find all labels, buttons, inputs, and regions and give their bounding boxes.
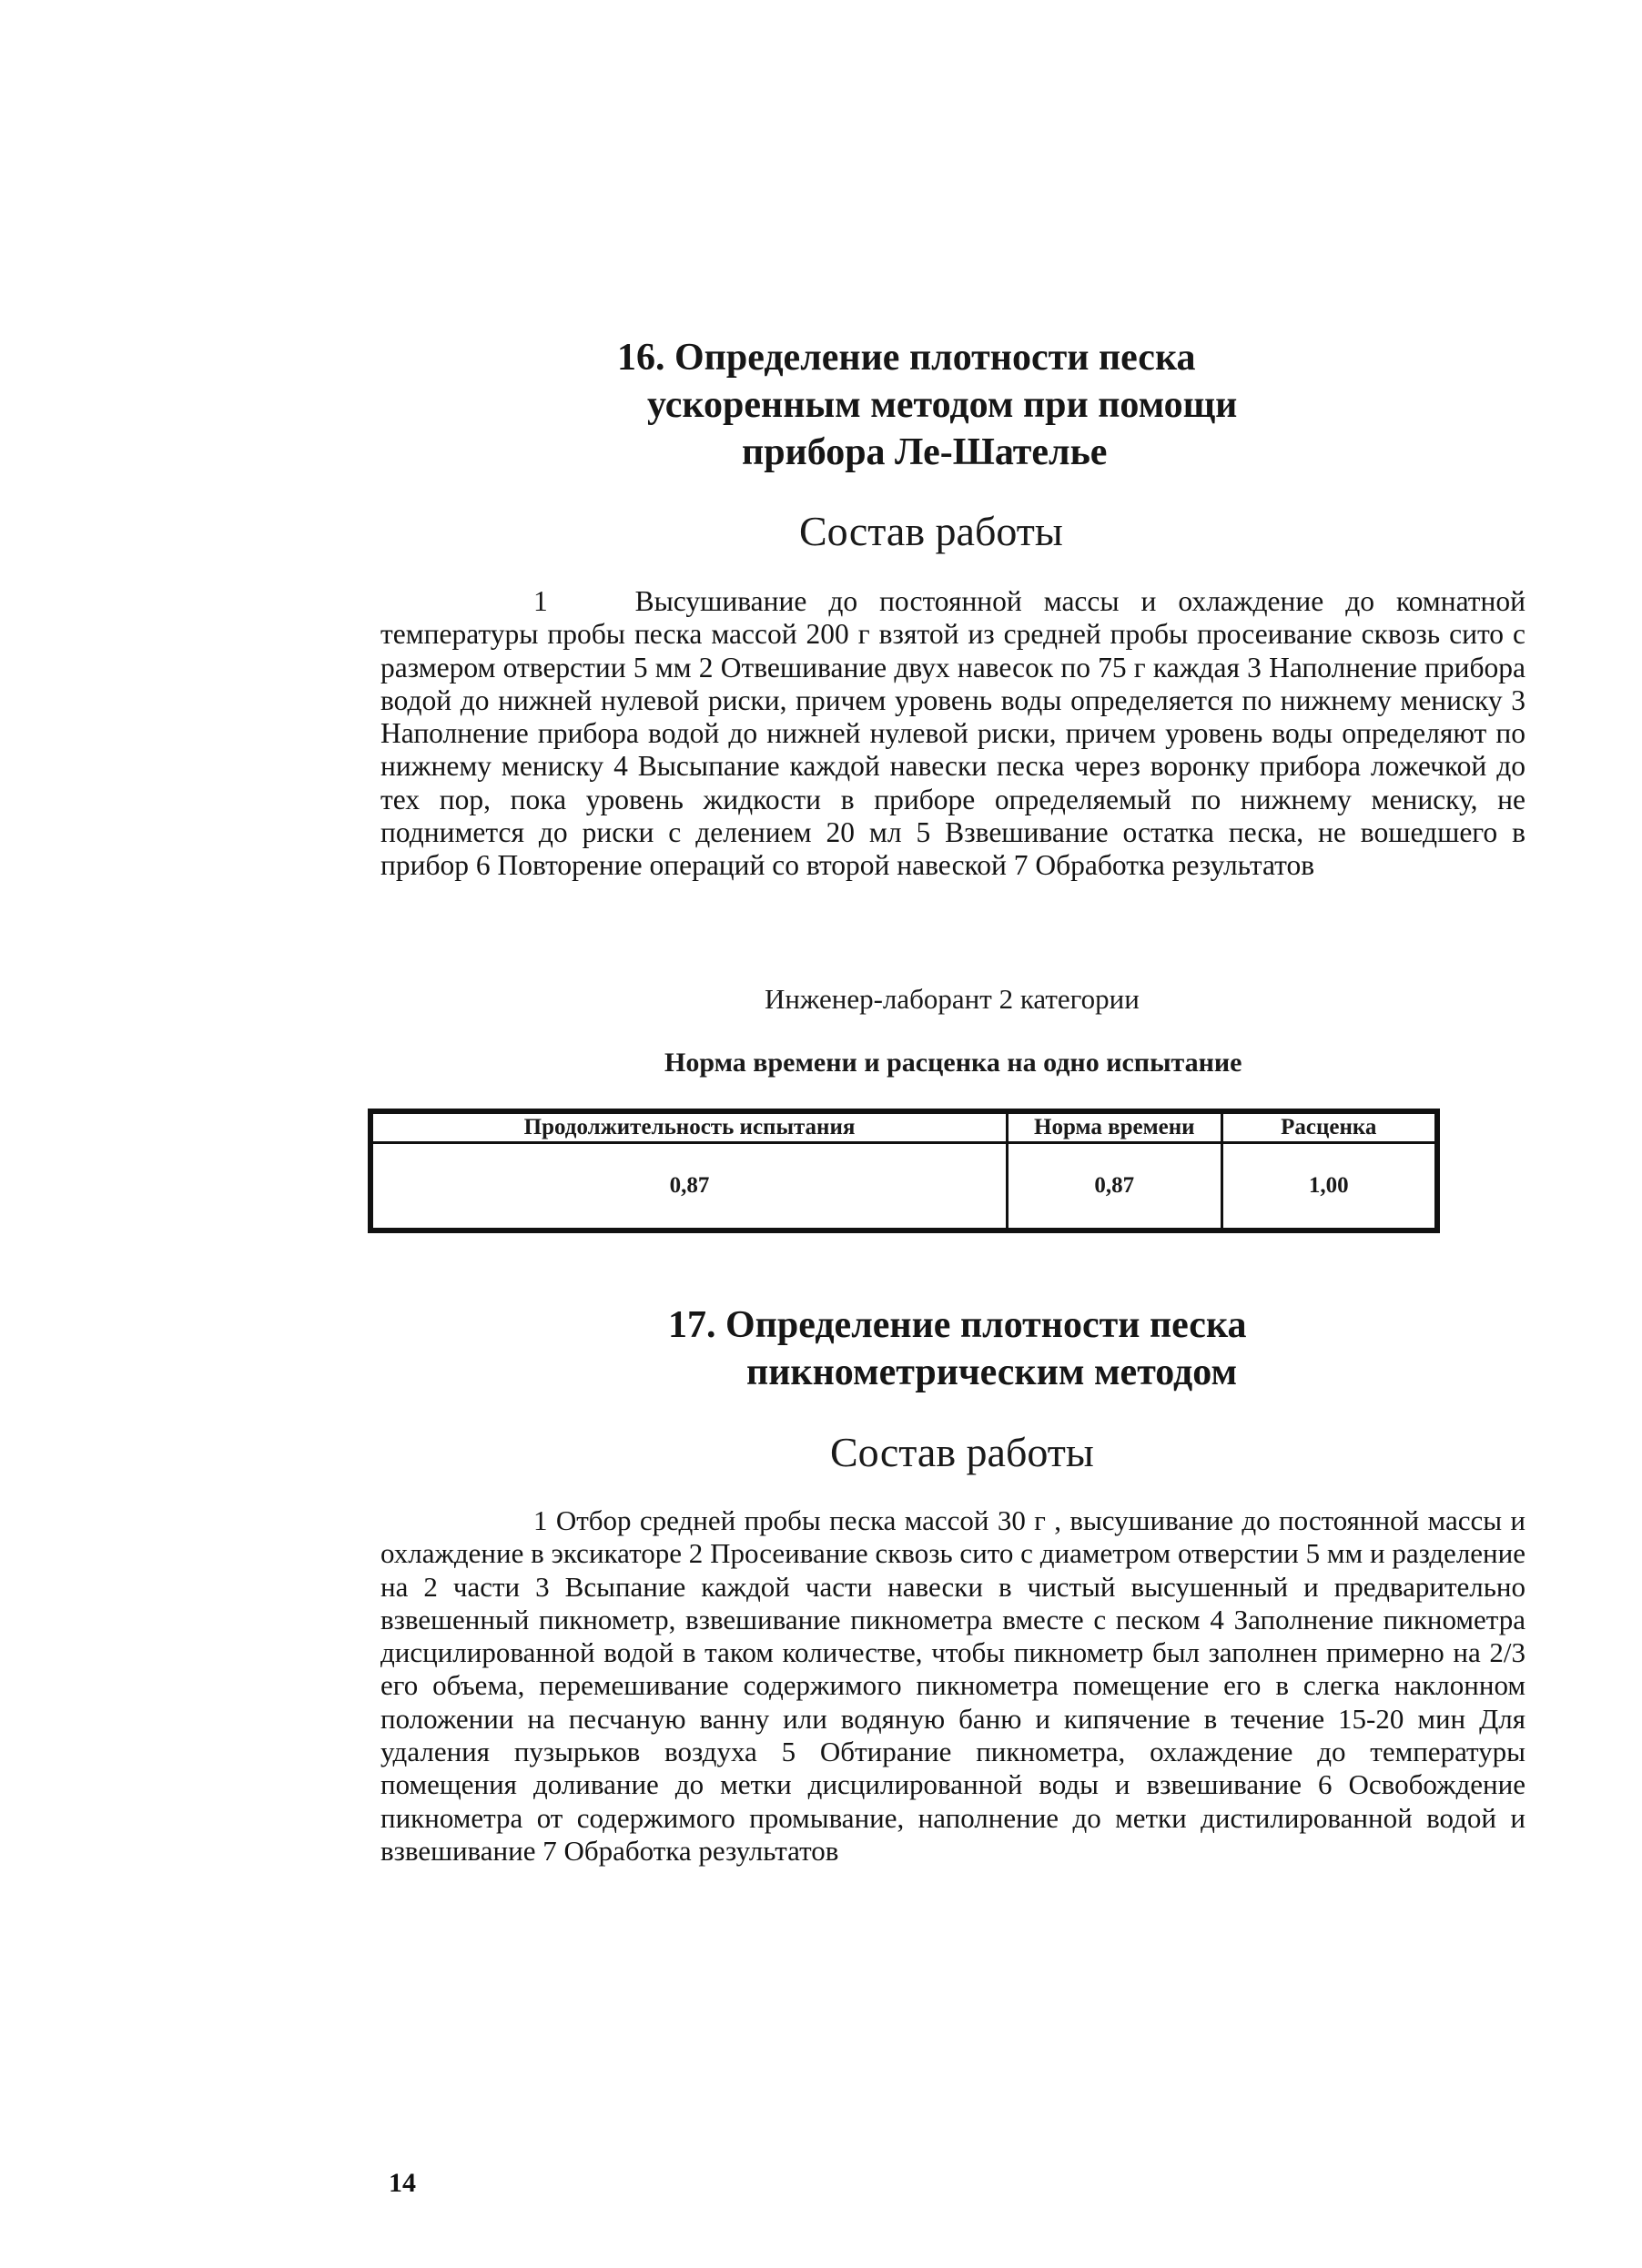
- norm-table-header-rate: Расценка: [1221, 1113, 1436, 1143]
- section-17-title-line-2: пикнометрическим методом: [746, 1352, 1238, 1393]
- norm-table-cell-duration: 0,87: [372, 1143, 1008, 1230]
- norm-table-cell-time-norm: 0,87: [1008, 1143, 1221, 1230]
- section-16-title-line-1: 16. Определение плотности песка: [617, 337, 1196, 379]
- norm-heading: Норма времени и расценка на одно испытание: [664, 1048, 1242, 1078]
- table-row: [372, 1143, 1436, 1230]
- performer-label: Инженер-лаборант 2 категории: [765, 983, 1140, 1015]
- norm-table-cell-rate: 1,00: [1221, 1143, 1436, 1230]
- section-17-composition: [380, 1504, 1525, 1868]
- norm-table-header-time-norm: Норма времени: [1008, 1113, 1221, 1143]
- section-16-title-line-3: прибора Ле-Шателье: [742, 431, 1108, 473]
- norm-table-header-row: [372, 1113, 1436, 1143]
- section-16-subtitle: Состав работы: [799, 508, 1063, 554]
- section-16-composition-text: Высушивание до постоянной массы и охлаждение до комнатной температуры пробы песка массой 200 г взятой из средней пробы просеивание сквозь сито с размером отверстии 5 мм 2 Отвешивание двух навесок по 75 г каждая 3 Наполнение прибора водой до нижней нулевой риски, причем уровень воды определяется по нижнему мениску 3 Наполнение прибора водой до нижней нулевой риски, причем уровень воды определяют по нижнему мениску 4 Высыпание каждой навески песка через воронку прибора ложечкой до тех пор, пока уровень жидкости в приборе определяемый по нижнему мениску, не поднимется до риски с делением 20 мл 5 Взвешивание остатка песка, не вошедшего в прибор 6 Повторение операций со второй навеской 7 Обработка результатов: [380, 585, 1525, 882]
- section-16-title-line-2: ускоренным методом при помощи: [647, 384, 1238, 426]
- section-17-subtitle: Состав работы: [830, 1429, 1094, 1475]
- section-16-composition-number: 1: [533, 585, 548, 617]
- section-17-composition-text: 1 Отбор средней пробы песка массой 30 г , высушивание до постоянной массы и охлаждение в эксикаторе 2 Просеивание сквозь сито с диаметром отверстии 5 мм и разделение на 2 части 3 Всыпание каждой части навески в чистый высушенный и предварительно взвешенный пикнометр, взвешивание пикнометра вместе с песком 4 Заполнение пикнометра дисцилированной водой в таком количестве, чтобы пикнометр был заполнен примерно на 2/3 его объема, перемешивание содержимого пикнометра помещение его в слегка наклонном положении на песчаную ванну или водяную баню и кипячение в течение 15-20 мин Для удаления пузырьков воздуха 5 Обтирание пикнометра, охлаждение до температуры помещения доливание до метки дисцилированной воды и взвешивание 6 Освобождение пикнометра от содержимого промывание, наполнение до метки дистилированной водой и взвешивание 7 Обработка результатов: [380, 1504, 1525, 1867]
- section-17-title-line-1: 17. Определение плотности песка: [668, 1304, 1247, 1346]
- section-16-composition: [380, 585, 1525, 883]
- page-number: 14: [389, 2168, 416, 2198]
- norm-table-header-duration: Продолжительность испытания: [372, 1113, 1008, 1143]
- norm-table: [370, 1111, 1437, 1230]
